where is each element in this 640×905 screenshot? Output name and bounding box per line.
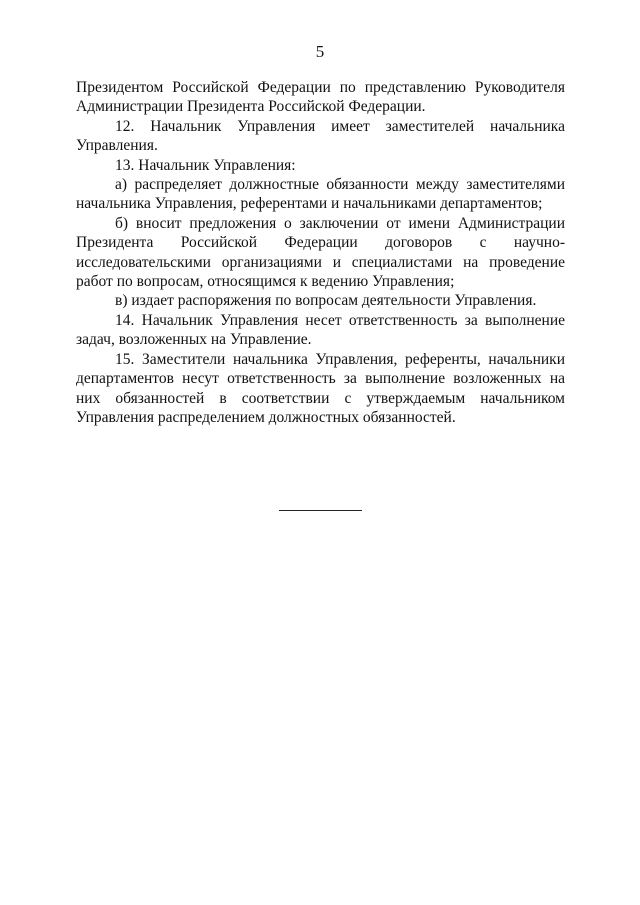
paragraph-item-13: 13. Начальник Управления: [115, 156, 296, 174]
paragraph-item-13b: б) вносит предложения о заключении от имени Администрации Президента Российской Федерации договоров с научно-исследовательскими организациями и специалистами на проведение работ по вопросам, относящимся к ведению Управления; [76, 214, 565, 291]
paragraph-item-13a: а) распределяет должностные обязанности между заместителями начальника Управления, референтами и начальниками департаментов; [76, 176, 565, 213]
paragraph-item-15: 15. Заместители начальника Управления, референты, начальники департаментов несут ответственность за выполнение возложенных на них обязанностей в соответствии с утверждаемым начальником Управления распределением должностных обязанностей. [76, 350, 565, 426]
end-separator-line [279, 510, 362, 511]
document-body [76, 78, 565, 427]
paragraph-item-13v: в) издает распоряжения по вопросам деятельности Управления. [115, 292, 537, 310]
paragraph-item-12: 12. Начальник Управления имеет заместителей начальника Управления. [76, 117, 565, 155]
paragraph-continuation: Президентом Российской Федерации по представлению Руководителя Администрации Президента Российской Федерации. [76, 79, 565, 116]
paragraph-item-14: 14. Начальник Управления несет ответственность за выполнение задач, возложенных на Управление. [76, 311, 565, 349]
page-number: 5 [315, 42, 325, 61]
